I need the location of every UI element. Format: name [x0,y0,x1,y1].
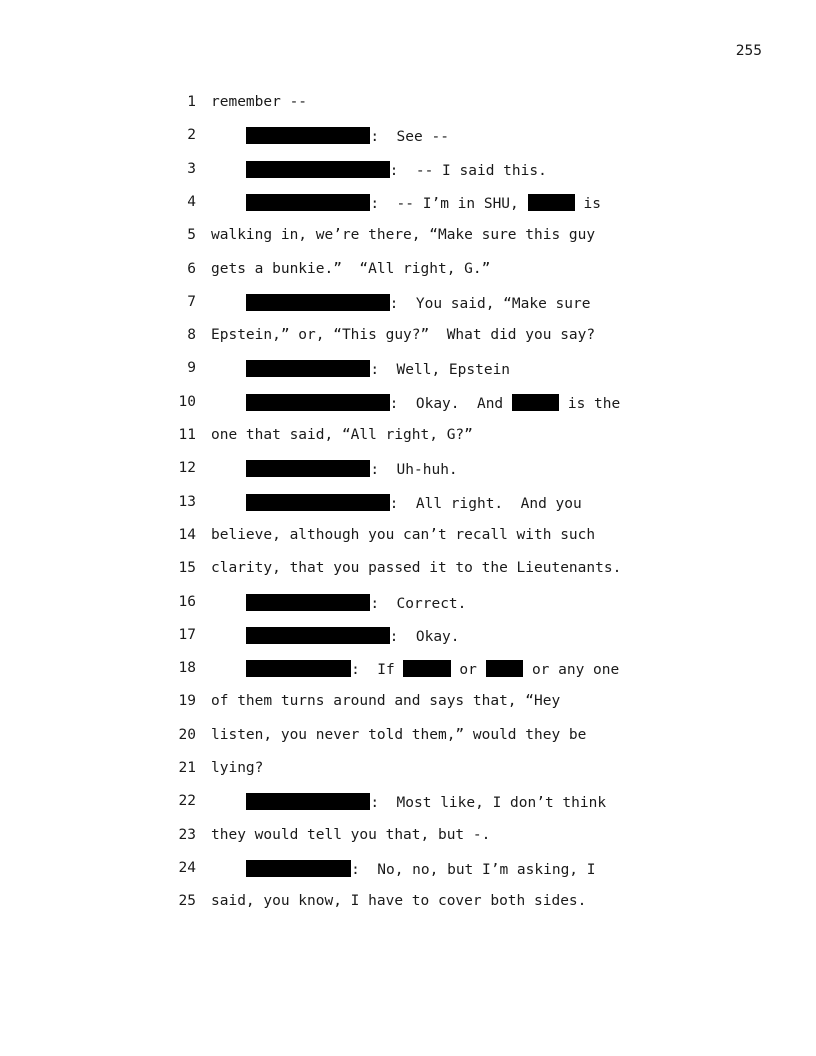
line-text-segment: : All right. And you [389,495,582,512]
line-text-segment: of them turns around and says that, “Hey [211,693,561,710]
line-text-segment: : No, no, but I’m asking, I [351,861,596,878]
transcript-line [0,492,816,525]
line-text-segment [211,362,246,378]
line-number: 4 [187,193,196,210]
line-text-segment: one that said, “All right, G?” [211,427,473,443]
line-text [211,194,601,212]
transcript-line [0,292,816,325]
line-number: 5 [187,227,196,244]
transcript-line [0,458,816,491]
line-text [211,693,560,709]
line-text-segment: : Correct. [370,595,467,612]
line-number: 3 [187,160,196,177]
line-text [211,227,595,243]
line-text-segment: is [574,195,601,212]
transcript-line [0,825,816,858]
redaction-box [246,161,390,178]
redaction-box [246,594,370,611]
line-text-segment [211,629,246,645]
line-text-segment: Epstein,” or, “This guy?” What did you say? [211,327,596,344]
redaction-box [246,860,351,877]
transcript-line [0,558,816,591]
line-text [211,394,620,412]
line-text-segment [211,296,246,312]
line-text [211,460,458,478]
transcript-line [0,592,816,625]
line-number: 18 [178,660,196,677]
line-text-segment [211,396,246,412]
line-text [211,127,449,145]
transcript-line [0,691,816,724]
redaction-box [246,294,390,311]
line-text [211,427,473,443]
line-text [211,660,619,678]
transcript-line [0,392,816,425]
line-text-segment: or any one [523,662,620,679]
line-text [211,893,586,909]
line-text-segment: clarity, that you passed it to the Lieutenants. [211,560,622,577]
transcript-line [0,125,816,158]
line-number: 17 [178,626,196,643]
line-text-segment [211,163,246,179]
line-number: 25 [178,893,196,910]
line-text-segment [211,196,246,212]
line-number: 16 [178,593,196,610]
line-number: 22 [178,793,196,810]
line-text [211,494,582,512]
line-text [211,793,606,811]
line-text-segment: : -- I’m in SHU, [370,195,528,212]
transcript-line [0,358,816,391]
transcript-line [0,192,816,225]
line-text-segment: : Okay. And [389,395,512,412]
line-number: 23 [178,826,196,843]
line-text [211,327,595,343]
line-text [211,827,490,843]
redaction-box [246,793,370,810]
line-text-segment: : If [351,662,404,679]
line-text-segment [211,662,246,678]
line-text [211,294,590,312]
line-number: 1 [187,94,196,110]
line-number: 10 [178,393,196,410]
line-text-segment: : See -- [370,129,449,146]
line-text [211,627,460,645]
line-number: 7 [187,293,196,310]
line-text [211,527,595,543]
line-number: 2 [187,127,196,144]
line-text-segment: walking in, we’re there, “Make sure this guy [211,227,596,244]
transcript-line [0,858,816,891]
line-text-segment: is the [559,395,621,412]
redaction-box [528,194,575,211]
line-text-segment [211,596,246,612]
redaction-box [246,360,370,377]
transcript-line [0,325,816,358]
redaction-box [403,660,450,677]
line-number: 6 [187,260,196,277]
line-text-segment: : Well, Epstein [370,362,511,379]
transcript-line [0,259,816,292]
line-number: 12 [178,460,196,477]
line-number: 24 [178,859,196,876]
line-text-segment [211,795,246,811]
transcript-line [0,525,816,558]
line-number: 9 [187,360,196,377]
line-number: 13 [178,493,196,510]
line-number: 15 [178,560,196,577]
redaction-box [246,627,390,644]
line-text-segment: : -- I said this. [389,162,547,179]
line-text-segment: : Okay. [389,628,460,645]
line-text-segment [211,462,246,478]
transcript-line [0,658,816,691]
transcript-line [0,791,816,824]
line-text [211,261,490,277]
line-text-segment: they would tell you that, but -. [211,826,491,843]
line-text-segment: gets a bunkie.” “All right, G.” [211,260,491,277]
line-text [211,594,466,612]
line-text-segment [211,862,246,878]
line-number: 20 [178,726,196,743]
line-text-segment: lying? [211,760,264,776]
line-text [211,161,547,179]
line-number: 19 [178,693,196,710]
line-text [211,727,586,743]
line-text [211,860,596,878]
page-number: 255 [735,43,762,59]
line-text-segment: : Most like, I don’t think [370,795,607,812]
line-number: 21 [178,760,196,776]
line-text [211,560,621,576]
line-number: 14 [178,526,196,543]
transcript-line [0,425,816,458]
transcript-line [0,758,816,791]
line-text-segment: remember -- [211,94,308,110]
redaction-box [246,460,370,477]
redaction-box [246,660,351,677]
transcript-line [0,159,816,192]
line-text-segment [211,129,246,145]
redaction-box [246,127,370,144]
transcript-line [0,225,816,258]
redaction-box [512,394,559,411]
transcript-line [0,891,816,924]
line-text-segment: or [450,662,486,679]
line-text-segment: listen, you never told them,” would they be [211,726,587,743]
line-text-segment: : Uh-huh. [370,462,458,479]
redaction-box [486,660,524,677]
transcript-line [0,625,816,658]
line-number: 11 [178,427,196,443]
line-text [211,760,263,776]
transcript-line [0,92,816,125]
redaction-box [246,194,370,211]
line-text [211,94,307,110]
line-text-segment: : You said, “Make sure [389,295,591,312]
transcript-line [0,725,816,758]
line-number: 8 [187,327,196,344]
line-text-segment: believe, although you can’t recall with such [211,526,596,543]
line-text [211,360,510,378]
redaction-box [246,394,390,411]
line-text-segment: said, you know, I have to cover both sides. [211,893,587,910]
line-text-segment [211,496,246,512]
redaction-box [246,494,390,511]
